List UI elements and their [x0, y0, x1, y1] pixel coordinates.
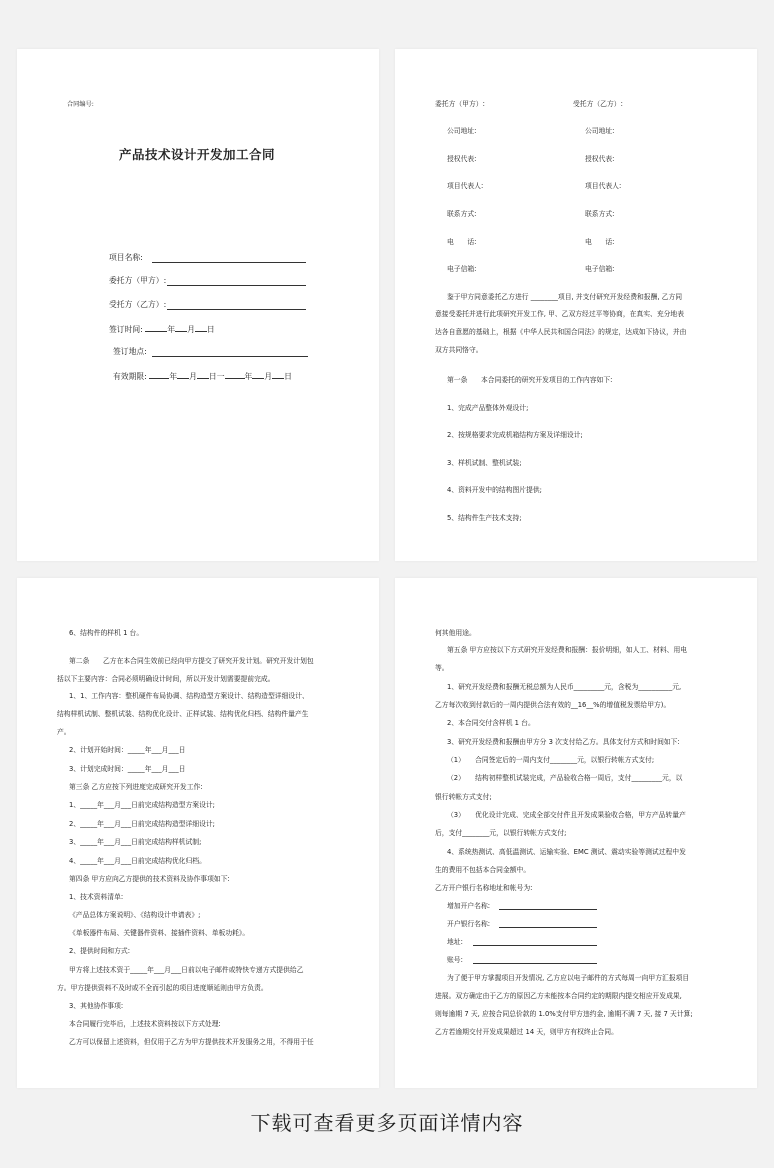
text-line: 3、_____年___月___日前完成结构样机试制; — [69, 838, 202, 846]
text-line: 4、_____年___月___日前完成结构优化归档。 — [69, 857, 206, 865]
bank-account-name-line — [499, 909, 597, 910]
party-b-rep-label: 授权代表: — [585, 155, 615, 163]
download-more-caption: 下载可查看更多页面详情内容 — [250, 1111, 524, 1135]
text-line: 第二条 乙方在本合同生效前已经向甲方提交了研究开发计划。研究开发计划包 — [69, 657, 314, 665]
text-line: 结构样机试制、整机试装、结构优化设计、正样试装、结构优化归档、结构件量产生 — [57, 710, 309, 718]
contract-title: 产品技术设计开发加工合同 — [119, 147, 276, 162]
bank-account-no-line — [473, 963, 597, 964]
bank-name-label: 开户银行名称: — [447, 920, 491, 928]
text-line: 3、计划完成时间：_____年___月___日 — [69, 765, 186, 773]
preamble-line: 双方共同恪守。 — [435, 346, 483, 354]
party-a-line — [167, 285, 306, 286]
text-line: 方。甲方提供资料不及时或不全而引起的项目进度顺延则由甲方负责。 — [57, 984, 268, 992]
watermark — [80, 486, 117, 524]
work-item: 3、样机试制、整机试装; — [447, 459, 522, 467]
contract-page-1 — [17, 49, 379, 561]
bank-account-name-label: 增加开户名称: — [447, 902, 491, 910]
party-a-rep-label: 授权代表: — [447, 155, 477, 163]
text-line: 6、结构件的样机 1 台。 — [69, 629, 144, 637]
text-line: 3、其他协作事项: — [69, 1002, 124, 1010]
preamble-line: 意接受委托并进行此项研究开发工作, 甲、乙双方经过平等协商，在真实、充分地表 — [435, 310, 685, 318]
text-line: （2） 结构初样整机试装完成，产品验收合格一周后，支付_________元，以 — [447, 774, 683, 782]
work-item: 5、结构件生产技术支持; — [447, 514, 522, 522]
party-a-email-label: 电子信箱: — [447, 265, 477, 273]
text-line: 甲方将上述技术资于_____年___月___日前以电子邮件或特快专递方式提供给乙 — [69, 966, 304, 974]
text-line: 乙方可以保留上述资料，但仅用于乙方为甲方提供技术开发服务之用，不得用于任 — [69, 1038, 314, 1046]
party-b-line — [167, 309, 306, 310]
party-b-header: 受托方（乙方）: — [573, 100, 623, 108]
bank-address-label: 地址: — [447, 938, 463, 946]
text-line: 2、本合同交付含样机 1 台。 — [447, 719, 535, 727]
text-line: 后，支付________元，以银行转帐方式支付; — [435, 829, 567, 837]
party-a-project-rep-label: 项目代表人: — [447, 182, 484, 190]
text-line: 2、提供时间和方式: — [69, 947, 130, 955]
party-a-address-label: 公司地址: — [447, 127, 477, 135]
party-b-address-label: 公司地址: — [585, 127, 615, 135]
party-b-label: 受托方（乙方）: — [109, 300, 167, 309]
contract-number-label: 合同编号: — [67, 101, 94, 108]
work-item: 1、完成产品整体外观设计; — [447, 404, 529, 412]
text-line: 为了便于甲方掌握项目开发情况, 乙方应以电子邮件的方式每周一向甲方汇报项目 — [447, 974, 690, 982]
bank-account-no-label: 账号: — [447, 956, 463, 964]
text-line: 第三条 乙方应按下列进度完成研究开发工作: — [69, 783, 203, 791]
text-line: 3、研究开发经费和报酬由甲方分 3 次支付给乙方。具体支付方式和时间如下: — [447, 738, 680, 746]
party-b-project-rep-label: 项目代表人: — [585, 182, 622, 190]
sign-time-label: 签订时间: 年 月 日 — [109, 325, 215, 334]
text-line: 生的费用不包括本合同金额中。 — [435, 866, 531, 874]
validity-text: 有效期限: — [113, 372, 147, 381]
text-line: 1、技术资料清单: — [69, 893, 124, 901]
text-line: 乙方每次收到付款后的一周内提供合法有效的__16__%的增值税发票给甲方)。 — [435, 701, 671, 709]
text-line: 乙方开户银行名称地址和帐号为: — [435, 884, 533, 892]
text-line: 何其他用途。 — [435, 629, 476, 637]
text-line: 第四条 甲方应向乙方提供的技术资料及协作事项如下: — [69, 875, 230, 883]
project-name-line — [152, 262, 306, 263]
text-line: 1、_____年___月___日前完成结构造型方案设计; — [69, 801, 215, 809]
text-line: （3） 优化设计完成、完成全部交付件且开发成果验收合格，甲方产品转量产 — [447, 811, 686, 819]
project-name-label: 项目名称: — [109, 253, 143, 262]
party-b-email-label: 电子信箱: — [585, 265, 615, 273]
party-b-contact-label: 联系方式: — [585, 210, 615, 218]
text-line: 括以下主要内容：合同必须明确设计时间，所以开发计划需要提前完成。 — [57, 675, 275, 683]
text-line: 《产品总体方案说明》、《结构设计申请表》; — [69, 911, 201, 919]
text-line: 则每逾期 7 天, 应按合同总价款的 1.0%支付甲方违约金, 逾期不满 7 天, 接 7 天计算; — [435, 1010, 693, 1018]
text-line: 第五条 甲方应按以下方式研究开发经费和报酬：报价明细，如人工、材料、用电 — [447, 646, 688, 654]
text-line: 银行转帐方式支付; — [435, 793, 492, 801]
sign-place-line — [152, 356, 308, 357]
work-item: 4、资料开发中的结构图片提供; — [447, 486, 542, 494]
sign-place-label: 签订地点: — [113, 347, 147, 356]
text-line: 乙方若逾期交付开发成果超过 14 天，则甲方有权终止合同。 — [435, 1028, 618, 1036]
preamble-line: 达各自意愿的基础上，根据《中华人民共和国合同法》的规定，达成如下协议，并由 — [435, 328, 687, 336]
contract-page-4 — [395, 578, 757, 1088]
preamble-line: 鉴于甲方同意委托乙方进行 ________项目, 并支付研究开发经费和报酬, 乙方同 — [447, 293, 683, 301]
text-line: （1） 合同签定后的一周内支付________元，以银行转帐方式支付; — [447, 756, 655, 764]
bank-address-line — [473, 945, 597, 946]
contract-page-3 — [17, 578, 379, 1088]
text-line: 等。 — [435, 664, 449, 672]
article-1-heading: 第一条 本合同委托的研究开发项目的工作内容如下: — [447, 376, 613, 384]
text-line: 本合同履行完毕后，上述技术资料按以下方式处理: — [69, 1020, 221, 1028]
work-item: 2、按规格要求完成机箱结构方案及详细设计; — [447, 431, 583, 439]
party-a-header: 委托方（甲方）: — [435, 100, 485, 108]
validity-label: 有效期限: 年 月 日一 年 月 日 — [113, 372, 292, 381]
party-a-label: 委托方（甲方）: — [109, 276, 167, 285]
text-line: 进展。双方确定由于乙方的原因乙方未能按本合同约定的期限内提交相应开发成果, — [435, 992, 682, 1000]
party-a-contact-label: 联系方式: — [447, 210, 477, 218]
text-line: 《单板器件布局、关键器件资料、接插件资料、单板功耗》。 — [69, 929, 250, 937]
sign-time-text: 签订时间: — [109, 325, 143, 334]
text-line: 2、_____年___月___日前完成结构造型详细设计; — [69, 820, 215, 828]
text-line: 产。 — [57, 728, 71, 736]
text-line: 2、计划开始时间：_____年___月___日 — [69, 746, 186, 754]
text-line: 1、研究开发经费和报酬无税总额为人民币_________元，含税为__________元, — [447, 683, 682, 691]
text-line: 4、系统热测试、高低温测试、运输实验、EMC 测试、震动实验等测试过程中发 — [447, 848, 686, 856]
text-line: 1、1、工作内容：整机硬件布局协调、结构造型方案设计、结构造型详细设计、 — [69, 692, 309, 700]
party-a-phone-label: 电 话: — [447, 238, 477, 246]
contract-page-2 — [395, 49, 757, 561]
party-b-phone-label: 电 话: — [585, 238, 615, 246]
bank-name-line — [499, 927, 597, 928]
